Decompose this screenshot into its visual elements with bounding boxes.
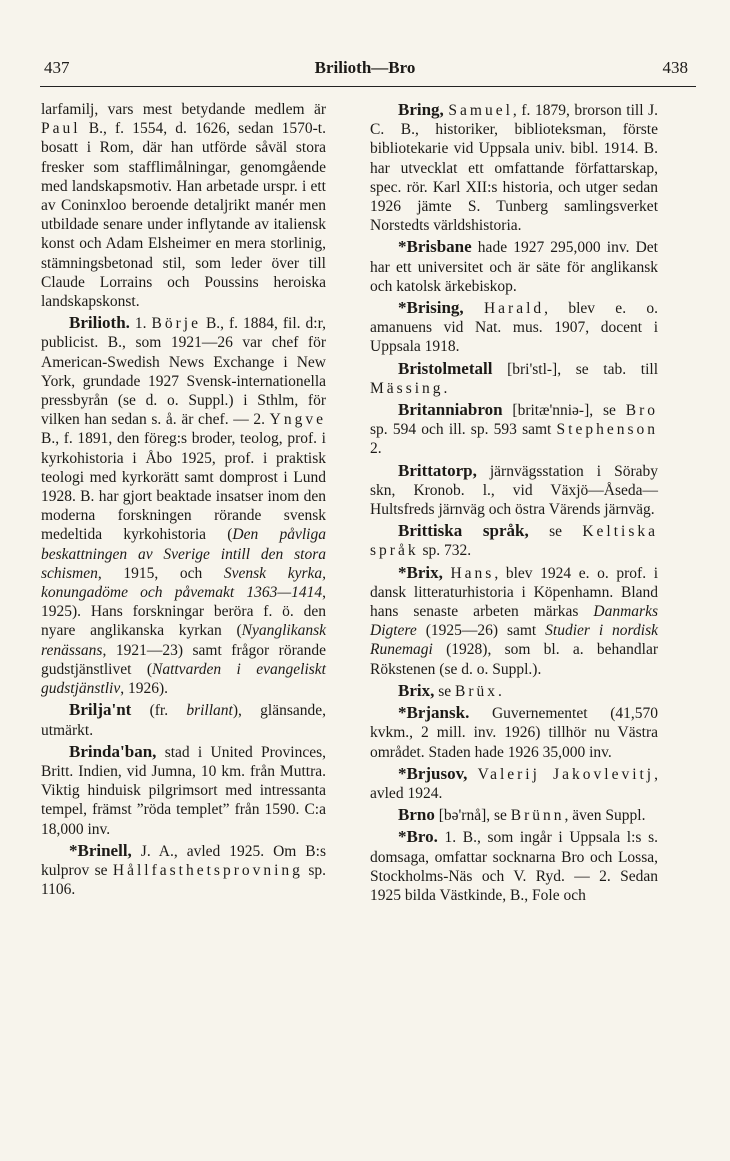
- entry-brindaban: Brinda'ban, stad i United Provinces, Britt. Indien, vid Jumna, 10 km. från Muttra. Viktig hinduisk pilgrimsort med intressanta tempel, främst ”röda templet” från 1590. C:a 18,000 inv.: [41, 741, 326, 838]
- page-number-left: 437: [44, 58, 70, 77]
- left-column: [41, 100, 326, 901]
- headword: Brittiska språk,: [398, 521, 529, 541]
- entry-continued: larfamilj, vars mest betydande medlem är Paul B., f. 1554, d. 1626, sedan 1570-t. bosatt i Rom, där han utförde såväl stora fresker som stafflimålningar, genomgående med landskapsmotiv. Han arbetade urspr. i ett av Coninxloo beroende detaljrikt manér men utbildade senare under inflytande av italiensk konst och Adam Elsheimer en mera storlinig, stämningsbetonad stil, som leder över till Claude Lorrains och Poussins heroiska landskapskonst.: [41, 101, 326, 311]
- page-header: [40, 58, 690, 84]
- headword: Bring,: [398, 100, 444, 119]
- entry-brittatorp: Brittatorp, järnvägsstation i Söraby skn, Kronob. l., vid Växjö—Åseda—Hultsfreds järnväg och östra Värends järnväg.: [370, 460, 658, 519]
- headword: Britanniabron: [398, 400, 503, 420]
- entry-bro: *Bro. 1. B., som ingår i Uppsala l:s s. domsaga, omfattar socknarna Bro och Lossa, Stockholms-Näs och V. Ryd. — 2. Sedan 1925 bilda Västkinde, B., Fole och: [370, 827, 658, 904]
- entry-brjusov: *Brjusov, Valerij Jakovlevitj, avled 1924.: [370, 763, 658, 802]
- headword: Brittatorp,: [398, 460, 477, 480]
- entry-brilioth: Brilioth. 1. Börje B., f. 1884, fil. d:r, publicist. B., som 1921—26 var chef för American-Swedish News Exchange i New York, grundade 1927 Svensk-internationella pressbyrån (se d. o. Suppl.) i Sthlm, för vilken han sedan s. å. är chef. — 2. Yngve B., f. 1891, den föreg:s broder, teolog, prof. i kyrkohistoria i Åbo 1925, prof. i praktisk teologi med kyrkorätt samt domprost i Lund 1928. B. har gjort beaktade insatser inom den moderna forskningen rörande svensk medeltida kyrkohistoria (Den påvliga beskattningen av Sverige intill den stora schismen, 1915, och Svensk kyrka, konungadöme och påvemakt 1363—1414, 1925). Hans forskningar beröra f. ö. den nyare anglikanska kyrkan (Nyanglikansk renässans, 1921—23) samt frågor rörande gudstjänstlivet (Nattvarden i evangeliskt gudstjänstliv, 1926).: [41, 313, 326, 698]
- right-column: [370, 100, 658, 907]
- entry-brix-ref: Brix, se Brüx.: [398, 680, 502, 700]
- headword: *Brjansk.: [398, 703, 470, 723]
- headword: *Brix,: [398, 562, 443, 582]
- entry-bristolmetall: Bristolmetall [bri'stl-], se tab. till Mässing.: [370, 358, 658, 397]
- headword: Bristolmetall: [398, 358, 493, 378]
- entry-brittiska-sprak: Brittiska språk, se Keltiska språk sp. 732.: [370, 521, 659, 560]
- headword: Brilja'nt: [69, 700, 132, 720]
- headword: *Brisbane: [398, 237, 472, 257]
- entry-britanniabron: Britanniabron [britæ'nniə-], se Bro sp. 594 och ill. sp. 593 samt Stephenson 2.: [370, 400, 658, 458]
- entry-brinell: *Brinell, J. A., avled 1925. Om B:s kulprov se Hållfasthetsprovning sp. 1106.: [41, 840, 326, 899]
- headword: Brinda'ban,: [69, 741, 157, 761]
- headword: Brno: [398, 805, 435, 825]
- headword: Brilioth.: [69, 313, 130, 333]
- entry-bring: Bring, Samuel, f. 1879, brorson till J. C. B., historiker, biblioteksman, förste bibliotekarie vid Uppsala univ. bibl. 1914. B. har utvecklat ett omfattande författarskap, spec. rör. Karl XII:s historia, och utger sedan 1926 jämte S. Tunberg samlingsverket Norstedts världshistoria.: [370, 100, 659, 235]
- headword: *Brjusov,: [398, 763, 468, 783]
- entry-brno: Brno [bə'rnå], se Brünn, även Suppl.: [398, 805, 646, 825]
- entry-brisbane: *Brisbane hade 1927 295,000 inv. Det har ett universitet och är säte för anglikansk och katolsk ärkebiskop.: [370, 237, 658, 295]
- headword: Brix,: [398, 680, 435, 700]
- entry-brising: *Brising, Harald, blev e. o. amanuens vid Nat. mus. 1907, docent i Uppsala 1918.: [370, 298, 658, 356]
- headword: *Brinell,: [69, 840, 132, 860]
- running-title: Brilioth—Bro: [314, 58, 416, 77]
- header-rule: [40, 86, 696, 87]
- entry-brjansk: *Brjansk. Guvernementet (41,570 kvkm., 2 mill. inv. 1926) tillhör nu Västra området. Staden hade 1926 35,000 inv.: [370, 703, 658, 761]
- entry-briljant: Brilja'nt (fr. brillant), glänsande, utmärkt.: [41, 700, 326, 739]
- page-number-right: 438: [662, 58, 688, 77]
- headword: *Brising,: [398, 298, 464, 318]
- entry-brix: *Brix, Hans, blev 1924 e. o. prof. i dansk litteraturhistoria i Köpenhamn. Bland hans senaste arbeten märkas Danmarks Digtere (1925—26) samt Studier i nordisk Runemagi (1928), som bl. a. behandlar Rökstenen (se d. o. Suppl.).: [370, 562, 658, 678]
- headword: *Bro.: [398, 827, 438, 847]
